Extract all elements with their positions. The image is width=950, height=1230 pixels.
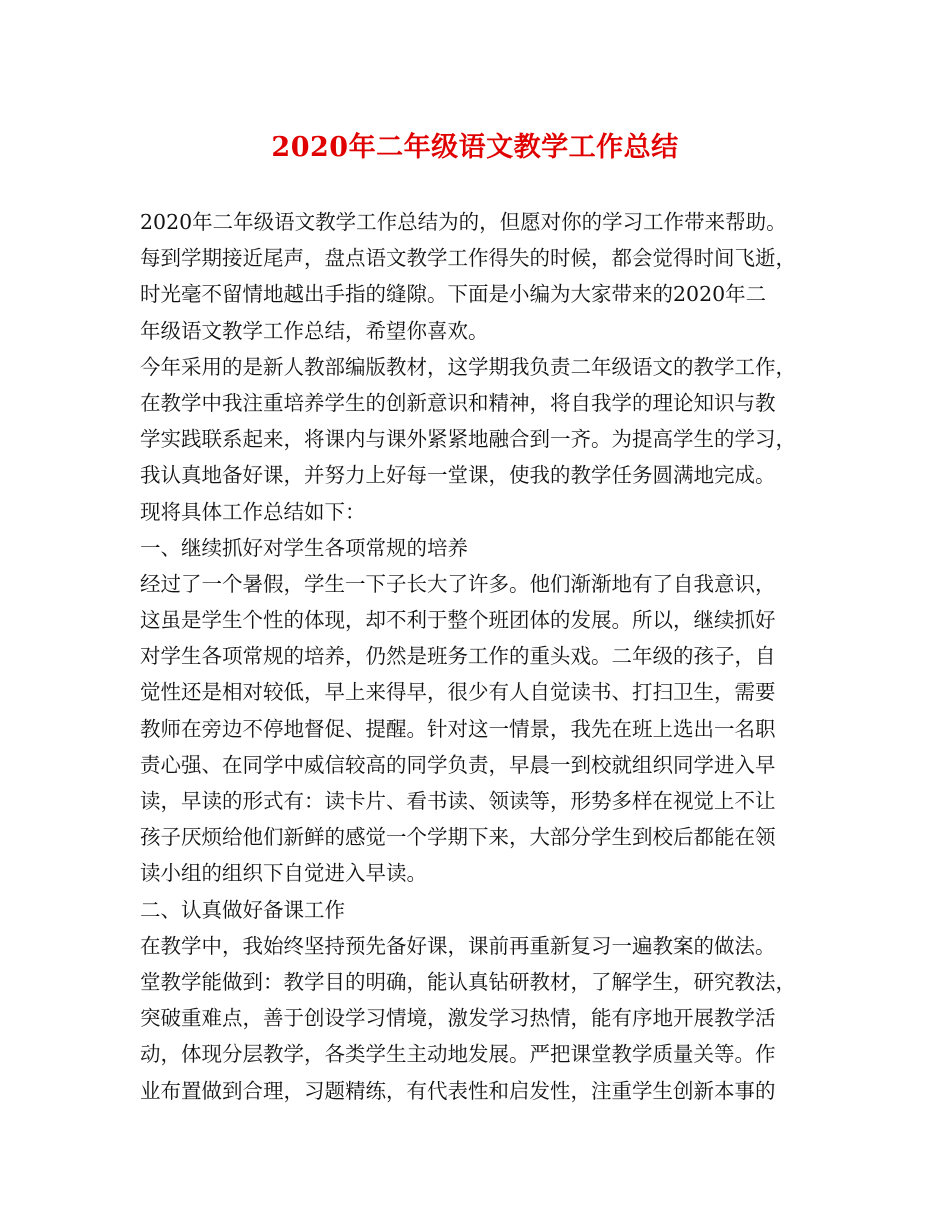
body-line: 现将具体工作总结如下： [140,499,366,524]
body-line: 觉性还是相对较低，早上来得早，很少有人自觉读书、打扫卫生，需要 [140,680,776,705]
body-line: 孩子厌烦给他们新鲜的感觉一个学期下来，大部分学生到校后都能在领 [140,825,776,850]
body-line: 这虽是学生个性的体现，却不利于整个班团体的发展。所以，继续抓好 [140,608,776,633]
body-line: 时光毫不留情地越出手指的缝隙。下面是小编为大家带来的2020年二 [140,282,767,307]
document-title: 2020年二年级语文教学工作总结 [271,132,679,163]
body-line: 在教学中，我始终坚持预先备好课，课前再重新复习一遍教案的做法。 [140,933,776,958]
body-line: 学实践联系起来，将课内与课外紧紧地融合到一齐。为提高学生的学习， [140,427,796,452]
body-line: 在教学中我注重培养学生的创新意识和精神，将自我学的理论知识与教 [140,390,776,415]
body-line: 业布置做到合理，习题精练，有代表性和启发性，注重学生创新本事的 [140,1078,776,1103]
body-line: 堂教学能做到：教学目的明确，能认真钻研教材，了解学生，研究教法， [140,969,796,994]
body-line: 读小组的组织下自觉进入早读。 [140,861,427,886]
body-line: 对学生各项常规的培养，仍然是班务工作的重头戏。二年级的孩子，自 [140,644,776,669]
body-line: 2020年二年级语文教学工作总结为的，但愿对你的学习工作带来帮助。 [140,210,787,234]
body-line: 经过了一个暑假，学生一下子长大了许多。他们渐渐地有了自我意识， [140,571,776,596]
document-body [140,204,830,1109]
body-line: 读，早读的形式有：读卡片、看书读、领读等，形势多样在视觉上不让 [140,789,776,813]
body-line: 责心强、在同学中威信较高的同学负责，早晨一到校就组织同学进入早 [140,752,776,777]
body-line: 每到学期接近尾声，盘点语文教学工作得失的时候，都会觉得时间飞逝， [140,246,796,271]
body-line: 年级语文教学工作总结，希望你喜欢。 [140,318,489,343]
section-heading: 一、继续抓好对学生各项常规的培养 [140,535,468,560]
body-line: 突破重难点，善于创设学习情境，激发学习热情，能有序地开展教学活 [140,1006,776,1031]
body-line: 动，体现分层教学，各类学生主动地发展。严把课堂教学质量关等。作 [140,1042,776,1067]
body-line: 教师在旁边不停地督促、提醒。针对这一情景，我先在班上选出一名职 [140,716,776,741]
body-line: 今年采用的是新人教部编版教材，这学期我负责二年级语文的教学工作， [140,354,796,379]
section-heading: 二、认真做好备课工作 [140,897,345,922]
body-line: 我认真地备好课，并努力上好每一堂课，使我的教学任务圆满地完成。 [140,463,776,488]
